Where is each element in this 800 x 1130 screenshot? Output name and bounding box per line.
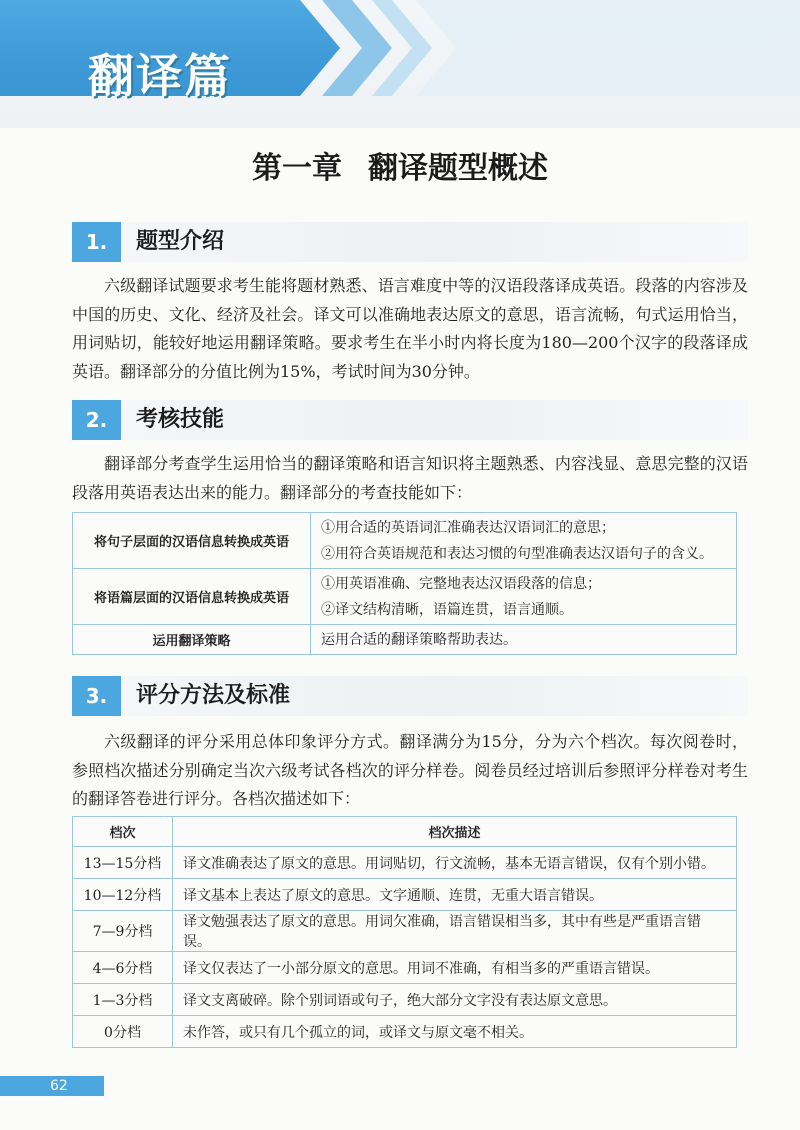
- section-label: 题型介绍: [136, 229, 225, 254]
- section-number: 2.: [72, 400, 121, 440]
- chapter-title: [0, 143, 800, 187]
- skills-table: [72, 512, 737, 655]
- skill-description-cell: [311, 513, 737, 569]
- column-header: 档次: [73, 817, 173, 847]
- section-label: 评分方法及标准: [136, 683, 291, 708]
- table-row: [73, 1016, 737, 1048]
- score-band-cell: 1—3分档: [73, 984, 173, 1016]
- section-number: 1.: [72, 222, 121, 262]
- section-number: 3.: [72, 676, 121, 716]
- chapter-name: 翻译题型概述: [368, 151, 548, 186]
- score-description-cell: 译文基本上表达了原文的意思。文字通顺、连贯，无重大语言错误。: [173, 879, 737, 911]
- table-row: [73, 984, 737, 1016]
- table-header-row: [73, 817, 737, 847]
- score-description-cell: 译文勉强表达了原文的意思。用词欠准确，语言错误相当多，其中有些是严重语言错误。: [173, 911, 737, 952]
- section-3-paragraph: 六级翻译的评分采用总体印象评分方式。翻译满分为15分，分为六个档次。每次阅卷时，参照档次描述分别确定当次六级考试各档次的评分样卷。阅卷员经过培训后参照评分样卷对考生的翻译答卷进行评分。各档次描述如下：: [72, 732, 748, 808]
- skill-cell: 运用翻译策略: [73, 625, 311, 655]
- column-header: 档次描述: [173, 817, 737, 847]
- chapter-banner: [0, 0, 800, 128]
- skill-cell: 将句子层面的汉语信息转换成英语: [73, 513, 311, 569]
- table-row: [73, 569, 737, 625]
- table-row: [73, 879, 737, 911]
- score-band-cell: 10—12分档: [73, 879, 173, 911]
- score-description-cell: 译文仅表达了一小部分原文的意思。用词不准确，有相当多的严重语言错误。: [173, 952, 737, 984]
- score-band-cell: 0分档: [73, 1016, 173, 1048]
- section-header-3: [72, 676, 748, 716]
- skill-description-cell: [311, 569, 737, 625]
- table-row: [73, 952, 737, 984]
- section-2-paragraph: 翻译部分考查学生运用恰当的翻译策略和语言知识将主题熟悉、内容浅显、意思完整的汉语段落用英语表达出来的能力。翻译部分的考查技能如下：: [72, 454, 748, 502]
- table-row: [73, 911, 737, 952]
- score-level-table: [72, 816, 737, 1048]
- table-row: [73, 513, 737, 569]
- section-label: 考核技能: [136, 407, 225, 432]
- page-number: 62: [50, 1078, 68, 1094]
- skill-cell: 将语篇层面的汉语信息转换成英语: [73, 569, 311, 625]
- score-description-cell: 未作答，或只有几个孤立的词，或译文与原文毫不相关。: [173, 1016, 737, 1048]
- skill-line: ①用英语准确、完整地表达汉语段落的信息；: [321, 575, 601, 592]
- score-band-cell: 13—15分档: [73, 847, 173, 879]
- table-row: [73, 625, 737, 655]
- section-1-paragraph: 六级翻译试题要求考生能将题材熟悉、语言难度中等的汉语段落译成英语。段落的内容涉及中国的历史、文化、经济及社会。译文可以准确地表达原文的意思，语言流畅，句式运用恰当，用词贴切，能较好地运用翻译策略。要求考生在半小时内将长度为180—200个汉字的段落译成英语。翻译部分的分值比例为15%，考试时间为30分钟。: [72, 276, 748, 381]
- skill-line: ②译文结构清晰，语篇连贯，语言通顺。: [321, 601, 573, 618]
- skill-line: 运用合适的翻译策略帮助表达。: [321, 631, 517, 648]
- table-row: [73, 847, 737, 879]
- score-description-cell: 译文支离破碎。除个别词语或句子，绝大部分文字没有表达原文意思。: [173, 984, 737, 1016]
- section-header-1: [72, 222, 748, 262]
- skill-description-cell: [311, 625, 737, 655]
- skill-line: ①用合适的英语词汇准确表达汉语词汇的意思；: [321, 519, 615, 536]
- chapter-number: 第一章: [252, 151, 342, 186]
- score-band-cell: 7—9分档: [73, 911, 173, 952]
- banner-title: 翻译篇: [88, 49, 232, 103]
- section-header-2: [72, 400, 748, 440]
- score-description-cell: 译文准确表达了原文的意思。用词贴切，行文流畅，基本无语言错误，仅有个别小错。: [173, 847, 737, 879]
- score-band-cell: 4—6分档: [73, 952, 173, 984]
- skill-line: ②用符合英语规范和表达习惯的句型准确表达汉语句子的含义。: [321, 545, 713, 562]
